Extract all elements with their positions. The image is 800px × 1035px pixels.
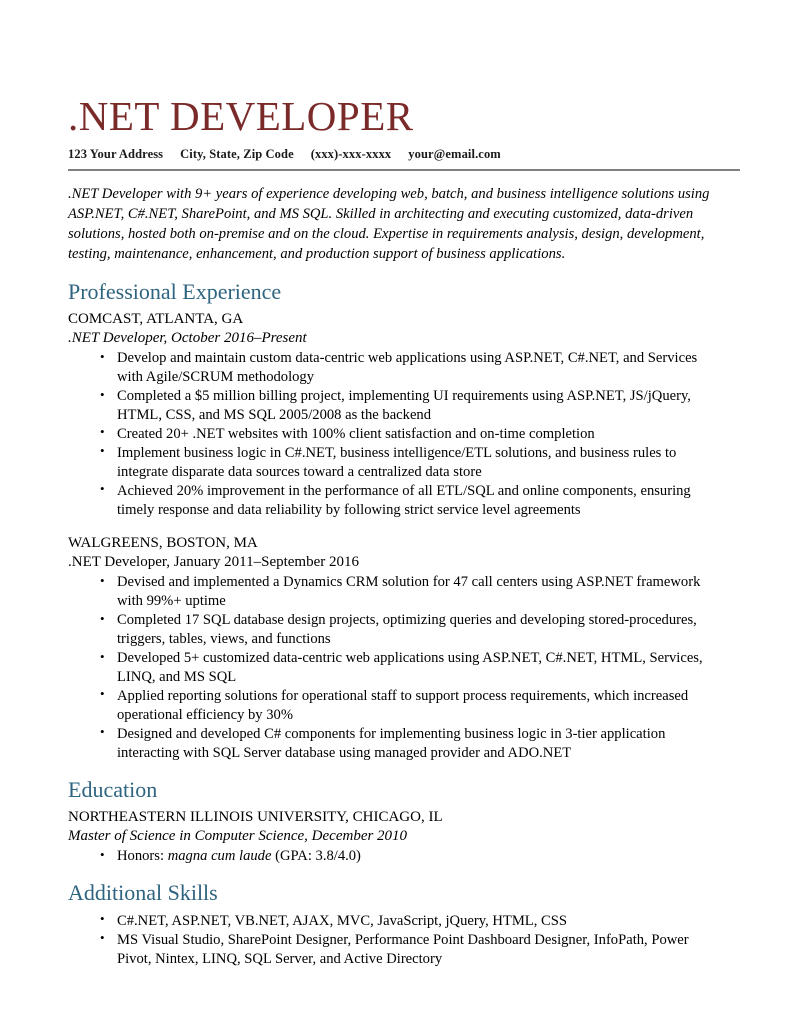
section-professional-experience <box>68 280 740 763</box>
education-bullet-list <box>68 847 740 866</box>
contact-phone: (xxx)-xxx-xxxx <box>310 147 392 161</box>
section-heading-experience: Professional Experience <box>68 278 282 304</box>
contact-city-state-zip: City, State, Zip Code <box>180 147 294 161</box>
experience-entry <box>68 310 740 520</box>
list-item: • Developed 5+ customized data-centric web applications using ASP.NET, C#.NET, HTML, Services, LINQ, and MS SQL <box>68 649 726 687</box>
contact-email: your@email.com <box>408 147 501 161</box>
header-divider <box>68 169 740 171</box>
employer-name: WALGREENS, BOSTON, MA <box>68 534 258 551</box>
list-item: • Created 20+ .NET websites with 100% client satisfaction and on-time completion <box>68 425 726 444</box>
list-item <box>68 847 726 866</box>
list-item: • Achieved 20% improvement in the performance of all ETL/SQL and online components, ensuring timely response and data reliability by following strict service level agreements <box>68 482 726 520</box>
list-item: • Develop and maintain custom data-centric web applications using ASP.NET, C#.NET, and Services with Agile/SCRUM methodology <box>68 349 726 387</box>
list-item: • Completed a $5 million billing project, implementing UI requirements using ASP.NET, JS/jQuery, HTML, CSS, and MS SQL 2005/2008 as the backend <box>68 387 726 425</box>
experience-bullet-list <box>68 349 740 520</box>
list-item: • Designed and developed C# components for implementing business logic in 3-tier application interacting with SQL Server database using managed provider and ADO.NET <box>68 725 726 763</box>
list-item: • Applied reporting solutions for operational staff to support process requirements, which increased operational efficiency by 30% <box>68 687 726 725</box>
employer-name: COMCAST, ATLANTA, GA <box>68 310 244 327</box>
honors-prefix: Honors: <box>117 848 168 865</box>
section-heading-education: Education <box>68 776 158 802</box>
experience-entry <box>68 534 740 763</box>
section-additional-skills <box>68 881 740 968</box>
experience-bullet-list <box>68 573 740 763</box>
contact-address: 123 Your Address <box>68 147 164 161</box>
list-item: • C#.NET, ASP.NET, VB.NET, AJAX, MVC, JavaScript, jQuery, HTML, CSS <box>68 912 726 931</box>
list-item: • Completed 17 SQL database design projects, optimizing queries and developing stored-procedures, triggers, tables, views, and functions <box>68 611 726 649</box>
list-item: • Implement business logic in C#.NET, business intelligence/ETL solutions, and business rules to integrate disparate data sources toward a centralized data store <box>68 444 726 482</box>
honors-emphasis: magna cum laude <box>167 848 272 865</box>
contact-line <box>68 147 740 162</box>
list-item: • MS Visual Studio, SharePoint Designer, Performance Point Dashboard Designer, InfoPath, Power Pivot, Nintex, LINQ, SQL Server, and Active Directory <box>68 931 726 969</box>
section-education <box>68 778 740 867</box>
education-entry <box>68 808 740 866</box>
degree-dates: Master of Science in Computer Science, December 2010 <box>68 828 408 845</box>
job-title-dates: .NET Developer, October 2016–Present <box>68 329 307 346</box>
honors-suffix: (GPA: 3.8/4.0) <box>271 848 361 865</box>
school-name: NORTHEASTERN ILLINOIS UNIVERSITY, CHICAGO, IL <box>68 809 443 826</box>
professional-summary: .NET Developer with 9+ years of experience developing web, batch, and business intelligence solutions using ASP.NET, C#.NET, SharePoint, and MS SQL. Skilled in architecting and executing customized, data-driven solutions, hosted both on-premise and on the cloud. Expertise in requirements analysis, design, development, testing, maintenance, enhancement, and production support of business applications. <box>68 186 710 263</box>
section-heading-skills: Additional Skills <box>68 880 218 906</box>
candidate-name: .NET DEVELOPER <box>68 93 414 139</box>
job-title-dates: .NET Developer, January 2011–September 2016 <box>68 553 359 570</box>
resume-header <box>68 93 740 171</box>
list-item: • Devised and implemented a Dynamics CRM solution for 47 call centers using ASP.NET framework with 99%+ uptime <box>68 573 726 611</box>
skills-bullet-list <box>68 912 740 969</box>
